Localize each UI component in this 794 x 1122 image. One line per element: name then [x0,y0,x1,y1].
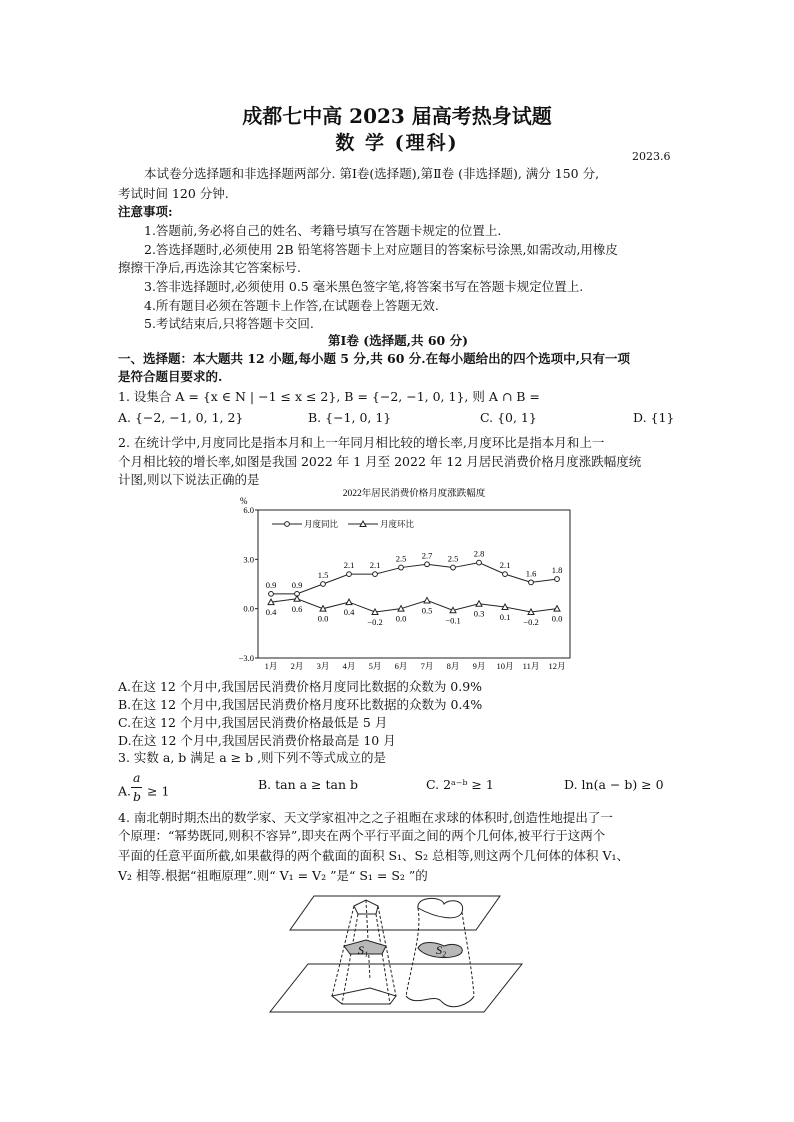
data-point-yoy [451,565,456,570]
q3-option-b: B. tan a ≥ tan b [258,777,359,792]
cpi-line-chart [228,488,578,672]
data-label-mom: 0.4 [265,607,277,618]
q3-option-d: D. ln(a − b) ≥ 0 [564,777,664,792]
data-label-yoy: 2.1 [369,560,381,571]
data-point-yoy [321,582,326,587]
data-point-yoy [425,562,430,567]
q4-line: 平面的任意平面所截,如果截得的两个截面的面积 S₁、S₂ 总相等,则这两个几何体的体积 V₁、 [118,848,630,863]
x-tick-label: 5月 [368,661,382,671]
q1-option-d: D. {1} [633,410,675,425]
upper-plane [290,896,500,930]
q2-option-d: D.在这 12 个月中,我国居民消费价格最高是 10 月 [118,733,396,748]
data-point-yoy [399,565,404,570]
data-label-yoy: 0.9 [291,579,303,590]
q3-fraction [131,770,143,805]
data-point-yoy [503,572,508,577]
data-label-mom: 0.6 [291,603,303,614]
data-label-yoy: 1.5 [317,570,329,580]
x-tick-label: 12月 [548,661,566,671]
notes-heading: 注意事项: [118,204,173,219]
q3-option-a-prefix: A. [118,783,132,799]
y-tick-label: 6.0 [243,505,254,515]
q2-line: 2. 在统计学中,月度同比是指本月和上一年同月相比较的增长率,月度环比是指本月和上一 [118,435,605,450]
x-tick-label: 9月 [472,661,486,671]
q3-stem: 3. 实数 a, b 满足 a ≥ b ,则下列不等式成立的是 [118,750,387,765]
data-label-yoy: 2.1 [499,560,511,571]
legend-marker-yoy [285,522,290,527]
lower-plane [270,964,522,1012]
q2-option-b: B.在这 12 个月中,我国居民消费价格月度环比数据的众数为 0.4% [118,697,483,712]
right-solid-top-face [418,898,463,917]
data-label-mom: −0.1 [445,615,461,626]
note-item: 4.所有题目必须在答题卡上作答,在试题卷上答题无效. [144,298,439,313]
q1-option-b: B. {−1, 0, 1} [308,410,392,425]
data-point-yoy [529,580,534,585]
y-tick-label: 3.0 [243,554,254,565]
data-point-mom [294,596,300,602]
x-tick-label: 2月 [290,661,304,671]
x-tick-label: 11月 [522,661,540,671]
data-label-mom: −0.2 [367,616,383,627]
x-tick-label: 4月 [342,661,356,671]
data-point-yoy [347,572,352,577]
data-label-yoy: 2.5 [447,553,459,564]
q3-option-c: C. 2ᵃ⁻ᵇ ≥ 1 [426,777,494,792]
q4-line: V₂ 相等.根据“祖暅原理”.则“ V₁ = V₂ ”是“ S₁ = S₂ ”的 [118,868,428,883]
x-tick-label: 10月 [496,661,514,671]
data-point-yoy [269,591,274,596]
q2-option-c: C.在这 12 个月中,我国居民消费价格最低是 5 月 [118,715,388,730]
series-line-yoy [271,563,557,594]
data-label-mom: 0.5 [421,605,433,616]
q1-options [118,410,678,430]
data-label-mom: 0.4 [343,607,355,618]
x-tick-label: 7月 [420,661,434,671]
q1-option-c: C. {0, 1} [480,410,537,425]
x-tick-label: 1月 [264,661,278,671]
data-label-yoy: 0.9 [265,579,277,590]
note-item: 擦擦干净后,再选涂其它答案标号. [118,260,301,275]
part1-instruction-cont: 是符合题目要求的. [118,369,223,384]
q2-line: 计图,则以下说法正确的是 [118,472,260,487]
data-label-mom: 0.1 [499,612,511,623]
label-s2: S₂ [436,943,447,957]
q3-option-a-rest: ≥ 1 [147,783,170,799]
q4-line: 4. 南北朝时期杰出的数学家、天文学家祖冲之之子祖暅在求球的体积时,创造性地提出了一 [118,810,613,825]
q3-option-a [118,770,170,807]
exam-subtitle: 数 学 (理科) [335,132,459,154]
series-line-mom [271,599,557,612]
data-point-yoy [477,560,482,565]
note-item: 5.考试结束后,只将答题卡交回. [144,316,314,331]
y-axis-unit-label: % [240,496,248,506]
note-item: 2.答选择题时,必须使用 2B 铅笔将答题卡上对应题目的答案标号涂黑,如需改动,用橡皮 [144,242,618,257]
label-s1: S₁ [358,943,369,957]
data-label-yoy: 2.8 [473,548,485,559]
data-label-mom: 0.3 [473,608,485,619]
data-point-mom [476,601,482,607]
data-label-yoy: 2.5 [395,553,407,564]
part1-heading: 第Ⅰ卷 (选择题,共 60 分) [328,333,468,348]
data-point-yoy [373,572,378,577]
note-item: 1.答题前,务必将自己的姓名、考籍号填写在答题卡规定的位置上. [144,223,502,238]
plot-frame [258,510,570,658]
data-label-yoy: 2.7 [421,550,433,561]
note-item: 3.答非选择题时,必须使用 0.5 毫米黑色签字笔,将答案书写在答题卡规定位置上. [144,279,584,294]
x-tick-label: 8月 [446,661,460,671]
intro-line-2: 考试时间 120 分钟. [118,186,229,201]
chart-title: 2022年居民消费价格月度涨跌幅度 [342,489,486,499]
zu-geng-principle-figure [266,892,526,1016]
exam-date: 2023.6 [632,150,671,163]
fraction-bar [131,787,142,788]
data-label-yoy: 1.8 [551,565,563,576]
q3-fraction-denominator: b [133,789,142,804]
data-point-mom [424,597,430,603]
part1-instruction: 一、选择题：本大题共 12 小题,每小题 5 分,共 60 分.在每小题给出的四个选项中,只有一项 [118,351,631,366]
legend-label-mom: 月度环比 [380,519,415,529]
data-label-yoy: 1.6 [525,568,537,579]
right-solid-base [406,996,474,1007]
q4-line: 个原理：“幂势既同,则积不容异”,即夹在两个平行平面之间的两个几何体,被平行于这两个 [118,828,606,843]
data-label-mom: 0.0 [317,613,329,624]
q3-options [118,772,678,806]
y-tick-label: 0.0 [243,603,254,614]
data-label-mom: −0.2 [523,616,539,627]
q1-option-a: A. {−2, −1, 0, 1, 2} [118,410,244,425]
exam-title: 成都七中高 2023 届高考热身试题 [242,104,552,128]
data-label-mom: 0.0 [551,613,563,624]
q2-option-a: A.在这 12 个月中,我国居民消费价格月度同比数据的众数为 0.9% [118,679,483,694]
data-point-mom [346,599,352,605]
q3-fraction-numerator: a [133,770,141,785]
q2-line: 个月相比较的增长率,如图是我国 2022 年 1 月至 2022 年 12 月居民消费价格月度涨跌幅度统 [118,454,642,469]
data-point-mom [554,606,560,612]
data-point-yoy [555,577,560,582]
left-solid-base [332,988,396,1004]
data-label-yoy: 2.1 [343,560,355,571]
x-tick-label: 3月 [316,661,330,671]
y-tick-label: −3.0 [238,653,254,663]
q1-stem: 1. 设集合 A = {x ∈ N | −1 ≤ x ≤ 2}, B = {−2, −1, 0, 1}, 则 A ∩ B = [118,389,540,404]
x-tick-label: 6月 [394,661,408,671]
intro-line-1: 本试卷分选择题和非选择题两部分. 第Ⅰ卷(选择题),第Ⅱ卷 (非选择题), 满分 150 分, [144,166,600,181]
legend-label-yoy: 月度同比 [304,519,339,529]
data-label-mom: 0.0 [395,613,407,624]
